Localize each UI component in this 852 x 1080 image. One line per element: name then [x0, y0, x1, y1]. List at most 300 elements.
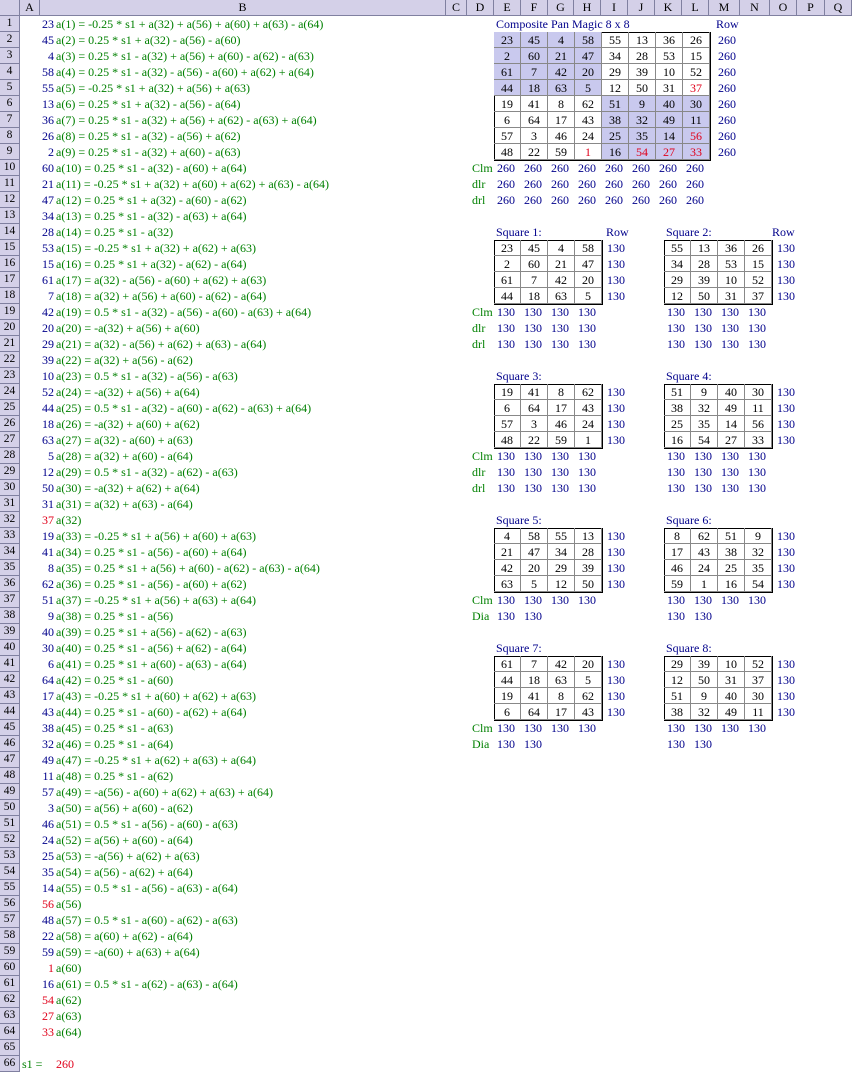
square-cell[interactable]: 49	[718, 704, 745, 720]
cell-formula[interactable]: a(41) = 0.25 * s1 + a(60) - a(63) - a(64)	[56, 657, 247, 671]
composite-cell[interactable]: 59	[548, 144, 575, 160]
square-cell[interactable]: 9	[691, 688, 718, 704]
cell-formula[interactable]: a(21) = a(32) - a(56) + a(62) + a(63) - a(64)	[56, 337, 267, 351]
square-cell[interactable]: 19	[494, 688, 521, 704]
column-header-o[interactable]: O	[770, 0, 797, 16]
composite-cell[interactable]: 7	[521, 64, 548, 80]
cell-formula[interactable]: a(60)	[56, 961, 82, 975]
square-cell[interactable]: 44	[494, 672, 521, 688]
square-cell[interactable]: 63	[494, 576, 521, 592]
cell-value[interactable]: 41	[42, 545, 54, 559]
cell-formula[interactable]: a(31) = a(32) + a(63) - a(64)	[56, 497, 193, 511]
square-cell[interactable]: 36	[718, 240, 745, 256]
row-header[interactable]: 20	[0, 320, 20, 336]
square-cell[interactable]: 19	[494, 384, 521, 400]
square-cell[interactable]: 11	[745, 400, 772, 416]
cell-formula[interactable]: a(58) = a(60) + a(62) - a(64)	[56, 929, 193, 943]
row-header[interactable]: 18	[0, 288, 20, 304]
row-header[interactable]: 21	[0, 336, 20, 352]
composite-cell[interactable]: 30	[683, 96, 710, 112]
cell-value[interactable]: 51	[42, 593, 54, 607]
square-cell[interactable]: 32	[691, 704, 718, 720]
square-cell[interactable]: 58	[575, 240, 602, 256]
cell-value[interactable]: 31	[42, 497, 54, 511]
column-header-b[interactable]: B	[40, 0, 446, 16]
cell-formula[interactable]: a(26) = -a(32) + a(60) + a(62)	[56, 417, 200, 431]
cell-value[interactable]: 29	[42, 337, 54, 351]
square-cell[interactable]: 8	[548, 384, 575, 400]
row-header[interactable]: 62	[0, 992, 20, 1008]
composite-cell[interactable]: 13	[629, 32, 656, 48]
cell-value[interactable]: 5	[48, 449, 54, 463]
cell-formula[interactable]: a(7) = 0.25 * s1 - a(32) + a(56) + a(62) - a(63) + a(64)	[56, 113, 317, 127]
cell-value[interactable]: 58	[42, 65, 54, 79]
row-header[interactable]: 19	[0, 304, 20, 320]
row-header[interactable]: 26	[0, 416, 20, 432]
cell-formula[interactable]: a(5) = -0.25 * s1 + a(32) + a(56) + a(63)	[56, 81, 251, 95]
cell-value[interactable]: 33	[42, 1025, 54, 1039]
cell-formula[interactable]: a(62)	[56, 993, 82, 1007]
composite-cell[interactable]: 47	[575, 48, 602, 64]
square-cell[interactable]: 4	[548, 240, 575, 256]
square-cell[interactable]: 35	[745, 560, 772, 576]
composite-cell[interactable]: 58	[575, 32, 602, 48]
cell-value[interactable]: 30	[42, 641, 54, 655]
square-cell[interactable]: 46	[548, 416, 575, 432]
row-header[interactable]: 42	[0, 672, 20, 688]
square-cell[interactable]: 39	[691, 272, 718, 288]
cell-value[interactable]: 23	[42, 17, 54, 31]
column-header-j[interactable]: J	[628, 0, 655, 16]
composite-cell[interactable]: 53	[656, 48, 683, 64]
square-cell[interactable]: 12	[664, 672, 691, 688]
square-cell[interactable]: 27	[718, 432, 745, 448]
composite-cell[interactable]: 55	[602, 32, 629, 48]
cell-formula[interactable]: a(37) = -0.25 * s1 + a(56) + a(63) + a(64)	[56, 593, 257, 607]
square-cell[interactable]: 38	[718, 544, 745, 560]
row-header[interactable]: 61	[0, 976, 20, 992]
square-cell[interactable]: 2	[494, 256, 521, 272]
composite-cell[interactable]: 6	[494, 112, 521, 128]
cell-value[interactable]: 63	[42, 433, 54, 447]
cell-formula[interactable]: a(42) = 0.25 * s1 - a(60)	[56, 673, 174, 687]
square-cell[interactable]: 5	[575, 288, 602, 304]
row-header[interactable]: 7	[0, 112, 20, 128]
composite-cell[interactable]: 35	[629, 128, 656, 144]
composite-cell[interactable]: 28	[629, 48, 656, 64]
square-cell[interactable]: 50	[691, 288, 718, 304]
cell-value[interactable]: 57	[42, 785, 54, 799]
square-cell[interactable]: 42	[548, 656, 575, 672]
composite-cell[interactable]: 8	[548, 96, 575, 112]
composite-cell[interactable]: 5	[575, 80, 602, 96]
row-header[interactable]: 65	[0, 1040, 20, 1056]
square-cell[interactable]: 64	[521, 704, 548, 720]
square-cell[interactable]: 37	[745, 288, 772, 304]
cell-value[interactable]: 10	[42, 369, 54, 383]
row-header[interactable]: 28	[0, 448, 20, 464]
cell-value[interactable]: 43	[42, 705, 54, 719]
square-cell[interactable]: 29	[548, 560, 575, 576]
column-header-m[interactable]: M	[709, 0, 740, 16]
square-cell[interactable]: 38	[664, 704, 691, 720]
square-cell[interactable]: 51	[718, 528, 745, 544]
composite-cell[interactable]: 3	[521, 128, 548, 144]
square-cell[interactable]: 18	[521, 672, 548, 688]
row-header[interactable]: 66	[0, 1056, 20, 1072]
cell-formula[interactable]: a(35) = 0.25 * s1 + a(56) + a(60) - a(62) - a(63) - a(64)	[56, 561, 320, 575]
row-header[interactable]: 10	[0, 160, 20, 176]
composite-cell[interactable]: 10	[656, 64, 683, 80]
cell-value[interactable]: 7	[48, 289, 54, 303]
square-cell[interactable]: 13	[691, 240, 718, 256]
cell-value[interactable]: 42	[42, 305, 54, 319]
composite-cell[interactable]: 51	[602, 96, 629, 112]
square-cell[interactable]: 47	[521, 544, 548, 560]
cell-formula[interactable]: a(32)	[56, 513, 82, 527]
row-header[interactable]: 34	[0, 544, 20, 560]
square-cell[interactable]: 50	[575, 576, 602, 592]
row-header[interactable]: 51	[0, 816, 20, 832]
cell-value[interactable]: 62	[42, 577, 54, 591]
cell-formula[interactable]: a(43) = -0.25 * s1 + a(60) + a(62) + a(63)	[56, 689, 257, 703]
row-header[interactable]: 6	[0, 96, 20, 112]
cell-value[interactable]: 9	[48, 609, 54, 623]
square-cell[interactable]: 39	[691, 656, 718, 672]
square-cell[interactable]: 41	[521, 688, 548, 704]
cell-value[interactable]: 12	[42, 465, 54, 479]
composite-cell[interactable]: 48	[494, 144, 521, 160]
row-header[interactable]: 25	[0, 400, 20, 416]
cell-formula[interactable]: a(17) = a(32) - a(56) - a(60) + a(62) + a(63)	[56, 273, 267, 287]
cell-value[interactable]: 3	[48, 801, 54, 815]
column-header-a[interactable]: A	[20, 0, 40, 16]
square-cell[interactable]: 62	[575, 688, 602, 704]
composite-cell[interactable]: 49	[656, 112, 683, 128]
square-cell[interactable]: 7	[521, 272, 548, 288]
square-cell[interactable]: 8	[548, 688, 575, 704]
cell-formula[interactable]: a(45) = 0.25 * s1 - a(63)	[56, 721, 174, 735]
square-cell[interactable]: 12	[664, 288, 691, 304]
cell-formula[interactable]: a(40) = 0.25 * s1 - a(56) + a(62) - a(64)	[56, 641, 247, 655]
row-header[interactable]: 59	[0, 944, 20, 960]
square-cell[interactable]: 1	[575, 432, 602, 448]
composite-cell[interactable]: 12	[602, 80, 629, 96]
square-cell[interactable]: 52	[745, 272, 772, 288]
square-cell[interactable]: 38	[664, 400, 691, 416]
square-cell[interactable]: 8	[664, 528, 691, 544]
composite-cell[interactable]: 64	[521, 112, 548, 128]
composite-cell[interactable]: 36	[656, 32, 683, 48]
row-header[interactable]: 3	[0, 48, 20, 64]
square-cell[interactable]: 54	[691, 432, 718, 448]
square-cell[interactable]: 37	[745, 672, 772, 688]
cell-value[interactable]: 18	[42, 417, 54, 431]
composite-cell[interactable]: 60	[521, 48, 548, 64]
square-cell[interactable]: 24	[691, 560, 718, 576]
row-header[interactable]: 50	[0, 800, 20, 816]
composite-cell[interactable]: 42	[548, 64, 575, 80]
square-cell[interactable]: 32	[691, 400, 718, 416]
square-cell[interactable]: 29	[664, 656, 691, 672]
cell-formula[interactable]: a(64)	[56, 1025, 82, 1039]
composite-cell[interactable]: 31	[656, 80, 683, 96]
cell-value[interactable]: 48	[42, 913, 54, 927]
row-header[interactable]: 11	[0, 176, 20, 192]
row-header[interactable]: 1	[0, 16, 20, 32]
square-cell[interactable]: 17	[548, 704, 575, 720]
square-cell[interactable]: 46	[664, 560, 691, 576]
row-header[interactable]: 48	[0, 768, 20, 784]
composite-cell[interactable]: 18	[521, 80, 548, 96]
square-cell[interactable]: 25	[718, 560, 745, 576]
cell-formula[interactable]: a(59) = -a(60) + a(63) + a(64)	[56, 945, 200, 959]
row-header[interactable]: 36	[0, 576, 20, 592]
square-cell[interactable]: 47	[575, 256, 602, 272]
cell-formula[interactable]: a(18) = a(32) + a(56) + a(60) - a(62) - a(64)	[56, 289, 267, 303]
row-header[interactable]: 63	[0, 1008, 20, 1024]
square-cell[interactable]: 26	[745, 240, 772, 256]
cell-formula[interactable]: a(22) = a(32) + a(56) - a(62)	[56, 353, 193, 367]
row-header[interactable]: 56	[0, 896, 20, 912]
cell-formula[interactable]: a(46) = 0.25 * s1 - a(64)	[56, 737, 174, 751]
row-header[interactable]: 57	[0, 912, 20, 928]
square-cell[interactable]: 12	[548, 576, 575, 592]
cell-value[interactable]: 20	[42, 321, 54, 335]
cell-value[interactable]: 25	[42, 849, 54, 863]
row-header[interactable]: 43	[0, 688, 20, 704]
row-header[interactable]: 27	[0, 432, 20, 448]
row-header[interactable]: 47	[0, 752, 20, 768]
square-cell[interactable]: 61	[494, 272, 521, 288]
row-header[interactable]: 58	[0, 928, 20, 944]
composite-cell[interactable]: 21	[548, 48, 575, 64]
cell-value[interactable]: 52	[42, 385, 54, 399]
cell-formula[interactable]: a(57) = 0.5 * s1 - a(60) - a(62) - a(63)	[56, 913, 238, 927]
composite-cell[interactable]: 19	[494, 96, 521, 112]
composite-cell[interactable]: 14	[656, 128, 683, 144]
composite-cell[interactable]: 45	[521, 32, 548, 48]
cell-value[interactable]: 24	[42, 833, 54, 847]
cell-formula[interactable]: a(23) = 0.5 * s1 - a(32) - a(56) - a(63)	[56, 369, 238, 383]
composite-cell[interactable]: 63	[548, 80, 575, 96]
cell-formula[interactable]: a(28) = a(32) + a(60) - a(64)	[56, 449, 193, 463]
cell-value[interactable]: 37	[42, 513, 54, 527]
cell-value[interactable]: 40	[42, 625, 54, 639]
cell-formula[interactable]: a(56)	[56, 897, 82, 911]
cell-value[interactable]: 36	[42, 113, 54, 127]
cell-value[interactable]: 17	[42, 689, 54, 703]
square-cell[interactable]: 62	[575, 384, 602, 400]
composite-cell[interactable]: 25	[602, 128, 629, 144]
row-header[interactable]: 64	[0, 1024, 20, 1040]
composite-cell[interactable]: 40	[656, 96, 683, 112]
cell-value[interactable]: 53	[42, 241, 54, 255]
cell-value[interactable]: 6	[48, 657, 54, 671]
cell-formula[interactable]: a(36) = 0.25 * s1 - a(56) - a(60) + a(62)	[56, 577, 247, 591]
cell-value[interactable]: 59	[42, 945, 54, 959]
row-header[interactable]: 31	[0, 496, 20, 512]
square-cell[interactable]: 7	[521, 656, 548, 672]
cell-value[interactable]: 47	[42, 193, 54, 207]
square-cell[interactable]: 35	[691, 416, 718, 432]
composite-cell[interactable]: 32	[629, 112, 656, 128]
square-cell[interactable]: 53	[718, 256, 745, 272]
composite-cell[interactable]: 22	[521, 144, 548, 160]
square-cell[interactable]: 10	[718, 272, 745, 288]
square-cell[interactable]: 39	[575, 560, 602, 576]
square-cell[interactable]: 40	[718, 384, 745, 400]
row-header[interactable]: 46	[0, 736, 20, 752]
composite-cell[interactable]: 54	[629, 144, 656, 160]
square-cell[interactable]: 6	[494, 704, 521, 720]
cell-value[interactable]: 16	[42, 977, 54, 991]
cell-value[interactable]: 15	[42, 257, 54, 271]
composite-cell[interactable]: 50	[629, 80, 656, 96]
square-cell[interactable]: 42	[548, 272, 575, 288]
cell-formula[interactable]: a(14) = 0.25 * s1 - a(32)	[56, 225, 174, 239]
row-header[interactable]: 15	[0, 240, 20, 256]
cell-value[interactable]: 2	[48, 145, 54, 159]
column-header-c[interactable]: C	[446, 0, 467, 16]
cell-value[interactable]: 11	[42, 769, 54, 783]
cell-value[interactable]: 21	[42, 177, 54, 191]
cell-value[interactable]: 27	[42, 1009, 54, 1023]
cell-value[interactable]: 54	[42, 993, 54, 1007]
cell-formula[interactable]: a(10) = 0.25 * s1 - a(32) - a(60) + a(64)	[56, 161, 247, 175]
cell-formula[interactable]: a(1) = -0.25 * s1 + a(32) + a(56) + a(60) + a(63) - a(64)	[56, 17, 324, 31]
cell-formula[interactable]: a(48) = 0.25 * s1 - a(62)	[56, 769, 174, 783]
square-cell[interactable]: 17	[548, 400, 575, 416]
composite-cell[interactable]: 39	[629, 64, 656, 80]
square-cell[interactable]: 42	[494, 560, 521, 576]
cell-value[interactable]: 46	[42, 817, 54, 831]
row-header[interactable]: 30	[0, 480, 20, 496]
square-cell[interactable]: 20	[575, 656, 602, 672]
square-cell[interactable]: 5	[521, 576, 548, 592]
composite-cell[interactable]: 52	[683, 64, 710, 80]
composite-cell[interactable]: 56	[683, 128, 710, 144]
row-header[interactable]: 29	[0, 464, 20, 480]
composite-cell[interactable]: 37	[683, 80, 710, 96]
square-cell[interactable]: 10	[718, 656, 745, 672]
square-cell[interactable]: 4	[494, 528, 521, 544]
cell-formula[interactable]: a(54) = a(56) - a(62) + a(64)	[56, 865, 193, 879]
square-cell[interactable]: 5	[575, 672, 602, 688]
cell-formula[interactable]: a(12) = 0.25 * s1 + a(32) - a(60) - a(62)	[56, 193, 247, 207]
cell-formula[interactable]: a(47) = -0.25 * s1 + a(62) + a(63) + a(64)	[56, 753, 257, 767]
cell-formula[interactable]: a(52) = a(56) + a(60) - a(64)	[56, 833, 193, 847]
square-cell[interactable]: 6	[494, 400, 521, 416]
square-cell[interactable]: 43	[575, 400, 602, 416]
square-cell[interactable]: 30	[745, 384, 772, 400]
square-cell[interactable]: 34	[548, 544, 575, 560]
square-cell[interactable]: 20	[575, 272, 602, 288]
square-cell[interactable]: 59	[548, 432, 575, 448]
composite-cell[interactable]: 41	[521, 96, 548, 112]
cell-formula[interactable]: a(16) = 0.25 * s1 + a(32) - a(62) - a(64)	[56, 257, 247, 271]
cell-value[interactable]: 13	[42, 97, 54, 111]
square-cell[interactable]: 22	[521, 432, 548, 448]
cell-formula[interactable]: a(49) = -a(56) - a(60) + a(62) + a(63) + a(64)	[56, 785, 273, 799]
cell-formula[interactable]: a(34) = 0.25 * s1 - a(56) - a(60) + a(64)	[56, 545, 247, 559]
composite-cell[interactable]: 4	[548, 32, 575, 48]
square-cell[interactable]: 55	[548, 528, 575, 544]
cell-value[interactable]: 26	[42, 129, 54, 143]
s1-value[interactable]: 260	[56, 1057, 74, 1071]
row-header[interactable]: 45	[0, 720, 20, 736]
row-header[interactable]: 4	[0, 64, 20, 80]
column-header-k[interactable]: K	[655, 0, 682, 16]
cell-value[interactable]: 45	[42, 33, 54, 47]
column-header-f[interactable]: F	[521, 0, 548, 16]
composite-cell[interactable]: 43	[575, 112, 602, 128]
cell-value[interactable]: 50	[42, 481, 54, 495]
cell-value[interactable]: 34	[42, 209, 54, 223]
square-cell[interactable]: 16	[718, 576, 745, 592]
cell-value[interactable]: 49	[42, 753, 54, 767]
square-cell[interactable]: 60	[521, 256, 548, 272]
square-cell[interactable]: 55	[664, 240, 691, 256]
row-header[interactable]: 53	[0, 848, 20, 864]
composite-cell[interactable]: 26	[683, 32, 710, 48]
square-cell[interactable]: 44	[494, 288, 521, 304]
square-cell[interactable]: 52	[745, 656, 772, 672]
row-header[interactable]: 33	[0, 528, 20, 544]
square-cell[interactable]: 16	[664, 432, 691, 448]
cell-value[interactable]: 55	[42, 81, 54, 95]
square-cell[interactable]: 64	[521, 400, 548, 416]
square-cell[interactable]: 61	[494, 656, 521, 672]
composite-cell[interactable]: 46	[548, 128, 575, 144]
column-header-i[interactable]: I	[601, 0, 628, 16]
row-header[interactable]: 40	[0, 640, 20, 656]
composite-cell[interactable]: 61	[494, 64, 521, 80]
square-cell[interactable]: 18	[521, 288, 548, 304]
composite-cell[interactable]: 62	[575, 96, 602, 112]
cell-formula[interactable]: a(55) = 0.5 * s1 - a(56) - a(63) - a(64)	[56, 881, 238, 895]
cell-formula[interactable]: a(27) = a(32) - a(60) + a(63)	[56, 433, 193, 447]
cell-formula[interactable]: a(61) = 0.5 * s1 - a(62) - a(63) - a(64)	[56, 977, 238, 991]
square-cell[interactable]: 40	[718, 688, 745, 704]
square-cell[interactable]: 48	[494, 432, 521, 448]
composite-cell[interactable]: 2	[494, 48, 521, 64]
square-cell[interactable]: 59	[664, 576, 691, 592]
row-header[interactable]: 35	[0, 560, 20, 576]
column-header-l[interactable]: L	[682, 0, 709, 16]
square-cell[interactable]: 43	[691, 544, 718, 560]
square-cell[interactable]: 9	[745, 528, 772, 544]
column-header-g[interactable]: G	[548, 0, 574, 16]
cell-formula[interactable]: a(9) = 0.25 * s1 - a(32) + a(60) - a(63)	[56, 145, 241, 159]
composite-cell[interactable]: 57	[494, 128, 521, 144]
cell-formula[interactable]: a(50) = a(56) + a(60) - a(62)	[56, 801, 193, 815]
cell-formula[interactable]: a(11) = -0.25 * s1 + a(32) + a(60) + a(62) + a(63) - a(64)	[56, 177, 329, 191]
square-cell[interactable]: 21	[494, 544, 521, 560]
composite-cell[interactable]: 16	[602, 144, 629, 160]
cell-formula[interactable]: a(15) = -0.25 * s1 + a(32) + a(62) + a(63)	[56, 241, 257, 255]
composite-cell[interactable]: 17	[548, 112, 575, 128]
square-cell[interactable]: 28	[691, 256, 718, 272]
row-header[interactable]: 60	[0, 960, 20, 976]
row-header[interactable]: 23	[0, 368, 20, 384]
cell-value[interactable]: 56	[42, 897, 54, 911]
row-header[interactable]: 24	[0, 384, 20, 400]
square-cell[interactable]: 51	[664, 384, 691, 400]
composite-cell[interactable]: 23	[494, 32, 521, 48]
square-cell[interactable]: 20	[521, 560, 548, 576]
square-cell[interactable]: 30	[745, 688, 772, 704]
